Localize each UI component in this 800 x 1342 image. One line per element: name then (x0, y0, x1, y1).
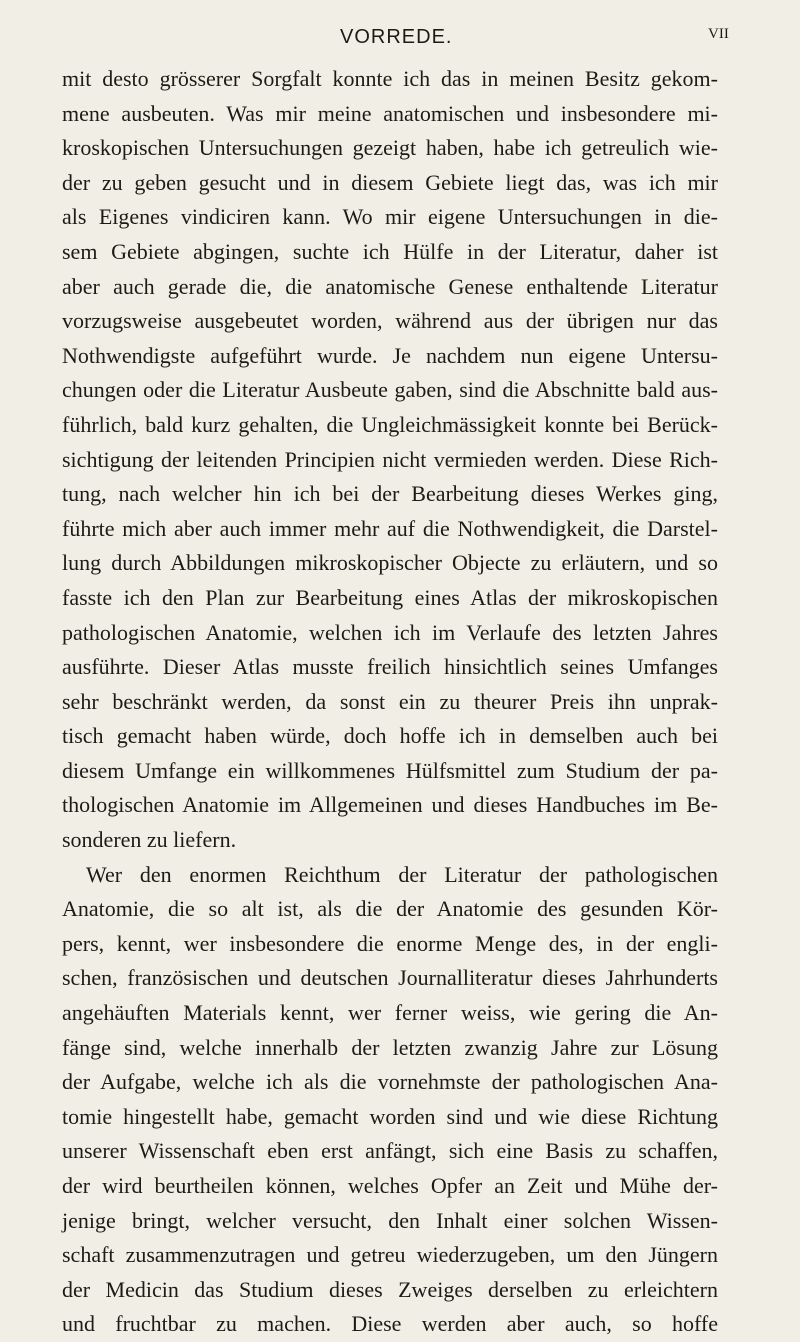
text-line: angehäuften Materials kennt, wer ferner weiss, wie gering die An- (62, 1000, 718, 1026)
text-line: fänge sind, welche innerhalb der letzten zwanzig Jahre zur Lösung (62, 1034, 718, 1060)
text-line: mene ausbeuten. Was mir meine anatomischen und insbesondere mi- (62, 100, 718, 126)
page-number: VII (708, 26, 729, 42)
text-line: kroskopischen Untersuchungen gezeigt haben, habe ich getreulich wie- (62, 135, 718, 161)
text-line: der zu geben gesucht und in diesem Gebiete liegt das, was ich mir (62, 169, 718, 195)
text-line: mit desto grösserer Sorgfalt konnte ich das in meinen Besitz gekom- (62, 66, 718, 91)
body-text (62, 62, 718, 1342)
text-line: und fruchtbar zu machen. Diese werden aber auch, so hoffe (62, 1311, 718, 1337)
text-line: führte mich aber auch immer mehr auf die Nothwendigkeit, die Darstel- (62, 515, 718, 541)
text-line: schaft zusammenzutragen und getreu wiederzugeben, um den Jüngern (62, 1242, 718, 1268)
text-line: Nothwendigste aufgeführt wurde. Je nachdem nun eigene Untersu- (62, 342, 718, 368)
text-line: diesem Umfange ein willkommenes Hülfsmittel zum Studium der pa- (62, 757, 718, 783)
text-line: Wer den enormen Reichthum der Literatur der pathologischen (86, 861, 718, 887)
text-line: vorzugsweise ausgebeutet worden, während aus der übrigen nur das (62, 308, 718, 334)
text-line: pathologischen Anatomie, welchen ich im Verlaufe des letzten Jahres (62, 619, 718, 645)
text-line: schen, französischen und deutschen Journalliteratur dieses Jahrhunderts (62, 965, 718, 991)
text-line: Anatomie, die so alt ist, als die der Anatomie des gesunden Kör- (62, 896, 718, 922)
text-line: sichtigung der leitenden Principien nicht vermieden werden. Diese Rich- (62, 446, 718, 472)
text-line: ausführte. Dieser Atlas musste freilich hinsichtlich seines Umfanges (62, 654, 718, 680)
text-line: tung, nach welcher hin ich bei der Bearbeitung dieses Werkes ging, (62, 481, 718, 507)
text-line: fasste ich den Plan zur Bearbeitung eines Atlas der mikroskopischen (62, 584, 718, 610)
text-line: jenige bringt, welcher versucht, den Inhalt einer solchen Wissen- (62, 1207, 718, 1233)
text-line: lung durch Abbildungen mikroskopischer Objecte zu erläutern, und so (62, 550, 718, 576)
text-line: als Eigenes vindiciren kann. Wo mir eigene Untersuchungen in die- (62, 204, 718, 230)
text-line: der Medicin das Studium dieses Zweiges derselben zu erleichtern (62, 1276, 718, 1302)
text-line: pers, kennt, wer insbesondere die enorme Menge des, in der engli- (62, 930, 718, 956)
text-line: unserer Wissenschaft eben erst anfängt, sich eine Basis zu schaffen, (62, 1138, 718, 1164)
text-line: der wird beurtheilen können, welches Opfer an Zeit und Mühe der- (62, 1173, 718, 1198)
text-line: aber auch gerade die, die anatomische Genese enthaltende Literatur (62, 273, 718, 299)
text-line: chungen oder die Literatur Ausbeute gaben, sind die Abschnitte bald aus- (62, 377, 718, 403)
text-line: tisch gemacht haben würde, doch hoffe ich in demselben auch bei (62, 723, 718, 749)
text-line: der Aufgabe, welche ich als die vornehmste der pathologischen Ana- (62, 1069, 718, 1095)
text-line: thologischen Anatomie im Allgemeinen und dieses Handbuches im Be- (62, 792, 718, 818)
text-line: sem Gebiete abgingen, suchte ich Hülfe in der Literatur, daher ist (62, 238, 718, 264)
text-line: sehr beschränkt werden, da sonst ein zu theurer Preis ihn unprak- (62, 688, 718, 714)
text-line: führlich, bald kurz gehalten, die Ungleichmässigkeit konnte bei Berück- (62, 411, 718, 437)
text-line: tomie hingestellt habe, gemacht worden sind und wie diese Richtung (62, 1103, 718, 1129)
running-title: VORREDE. (340, 26, 453, 48)
text-line: sonderen zu liefern. (62, 827, 237, 853)
